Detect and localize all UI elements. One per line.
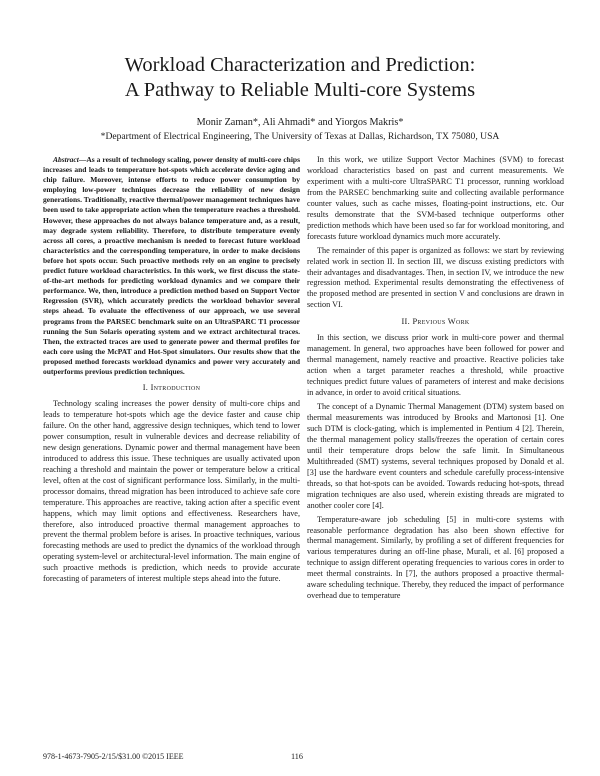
body-paragraph: The remainder of this paper is organized as follows: we start by reviewing related work in section II. In section III, we discuss existing predictors with their advantages and disadvantages. Then, in section IV, we introduce the new regression method. Experimental results demonstrating the effectiveness of the proposed method are presented in section V and conclusions are drawn in section VI. — [307, 245, 564, 310]
right-column — [307, 155, 564, 605]
section-number: II. — [401, 317, 411, 327]
page-number: 116 — [291, 752, 303, 761]
author-affiliation: *Department of Electrical Engineering, The University of Texas at Dallas, Richardson, TX 75080, USA — [100, 131, 500, 142]
body-paragraph: In this work, we utilize Support Vector Machines (SVM) to forecast workload characteristics based on past and current measurements. We experiment with a multi-core UltraSPARC T1 processor, running workload from the PARSEC benchmarking suite and collecting available performance counter values, such as cache misses, floating-point instructions, etc. Our results demonstrate that the SVM-based technique outperforms other prediction methods which have been used so far for workload monitoring, and forecasts future workload dynamics much more accurately. — [307, 155, 564, 241]
section-title: Previous Work — [412, 317, 470, 327]
body-paragraph: Temperature-aware job scheduling [5] in multi-core systems with reasonable performance degradation has also been shown effective for thermal management. Similarly, by profiling a set of different frequencies for various temperatures during an off-line phase, Murali, et al. [6] proposed a technique to assign different operating frequencies to various cores in order to meet thermal constraints. In [7], the authors proposed a proactive thermal-aware scheduling technique. Thereby, they reduced the impact of performance overhead due to temperature — [307, 514, 564, 601]
body-paragraph: Technology scaling increases the power density of multi-core chips and leads to temperature hot-spots which age the device faster and cause chip failure. On the other hand, aggressive design techniques, which tend to lower power consumption, result in vulnerable devices and decrease reliability of new design generations. Dynamic power and thermal management have been introduced to address this issue. These techniques are usually activated upon reaching a threshold and maintain the power or temperature below a critical level, often at the cost of significant performance loss. Similarly, in the multi-processor domains, thread migration has been introduced to achieve safe core temperature. This approaches are reactive, taking action after a specific event happens, which may limit options and effectiveness. Researchers have, therefore, also introduced proactive thermal management approaches to prevent the thermal problem before is arises. In proactive techniques, various forecasting methods are used to predict the dynamics of the workload through operating system-level or architectural-level information. The main engine of such proactive methods is prediction, which needs to provide accurate forecasting of parameters of interest multiple steps ahead into the future. — [43, 399, 300, 584]
author-list: Monir Zaman*, Ali Ahmadi* and Yiorgos Makris* — [196, 117, 404, 128]
section-title: Introduction — [150, 383, 201, 393]
abstract-label: Abstract — [53, 155, 79, 164]
body-paragraph: In this section, we discuss prior work in multi-core power and thermal management. In general, two approaches have been followed for power and thermal management, namely reactive and proactive. Reactive policies take action when a target parameter reaches a threshold, while proactive techniques predict future values of parameters of interest and make decisions in advance, in order to avoid critical situations. — [307, 333, 564, 398]
section-heading-previous-work — [307, 317, 564, 328]
section-heading-introduction — [43, 383, 300, 394]
paper-title-line-2: A Pathway to Reliable Multi-core Systems — [124, 79, 476, 101]
abstract — [43, 155, 300, 377]
section-number: I. — [142, 383, 149, 393]
left-column — [43, 155, 300, 588]
copyright-footer: 978-1-4673-7905-2/15/$31.00 ©2015 IEEE — [43, 752, 184, 761]
body-paragraph: The concept of a Dynamic Thermal Management (DTM) system based on thermal measurements was introduced by Brooks and Martonosi [1]. One such DTM is clock-gating, which is implemented in Pentium 4 [2]. Therein, the thermal management policy stalls/freezes the operation of certain cores until their temperature drops below the safe limit. In Simultaneous Multithreaded (SMT) systems, several techniques proposed by Donald et al. [3] use the hardware event counters and schedule carefully process-intensive threads, so that hot-spots can be avoided. Towards reducing hot-spots, thread migration techniques are also used, wherein existing threads are migrated to another cooler core [4]. — [307, 402, 564, 510]
paper-title-line-1: Workload Characterization and Prediction: — [124, 54, 476, 76]
abstract-text: —As a result of technology scaling, power density of multi-core chips increases and leads to temperature hot-spots which accelerate device aging and chip failure. Moreover, intense efforts to reduce power consumption by employing low-power techniques decrease the reliability of new design generations. Traditionally, reactive thermal/power management techniques have been used to take appropriate action when the temperature reaches a threshold. However, these approaches do not always balance temperature and, as a result, may degrade system reliability. Therefore, to distribute temperature evenly across all cores, a proactive mechanism is needed to forecast future workload characteristics and the corresponding temperature, in order to make decisions before hot spots occur. Such proactive methods rely on an engine to precisely predict future workload characteristics. In this work, we first discuss the state-of-the-art methods for predicting workload dynamics and we compare their performance. We, then, introduce a prediction method based on Support Vector Regression (SVR), which accurately predicts the workload behavior several steps ahead. To evaluate the effectiveness of our approach, we use several programs from the PARSEC benchmark suite on an UltraSPARC T1 processor running the Sun Solaris operating system and we extract architectural traces. Then, the extracted traces are used to generate power and thermal profiles for each core using the McPAT and Hot-Spot simulators. Our results show that the proposed method forecasts workload dynamics and power very accurately and outperforms previous prediction techniques. — [43, 155, 300, 376]
